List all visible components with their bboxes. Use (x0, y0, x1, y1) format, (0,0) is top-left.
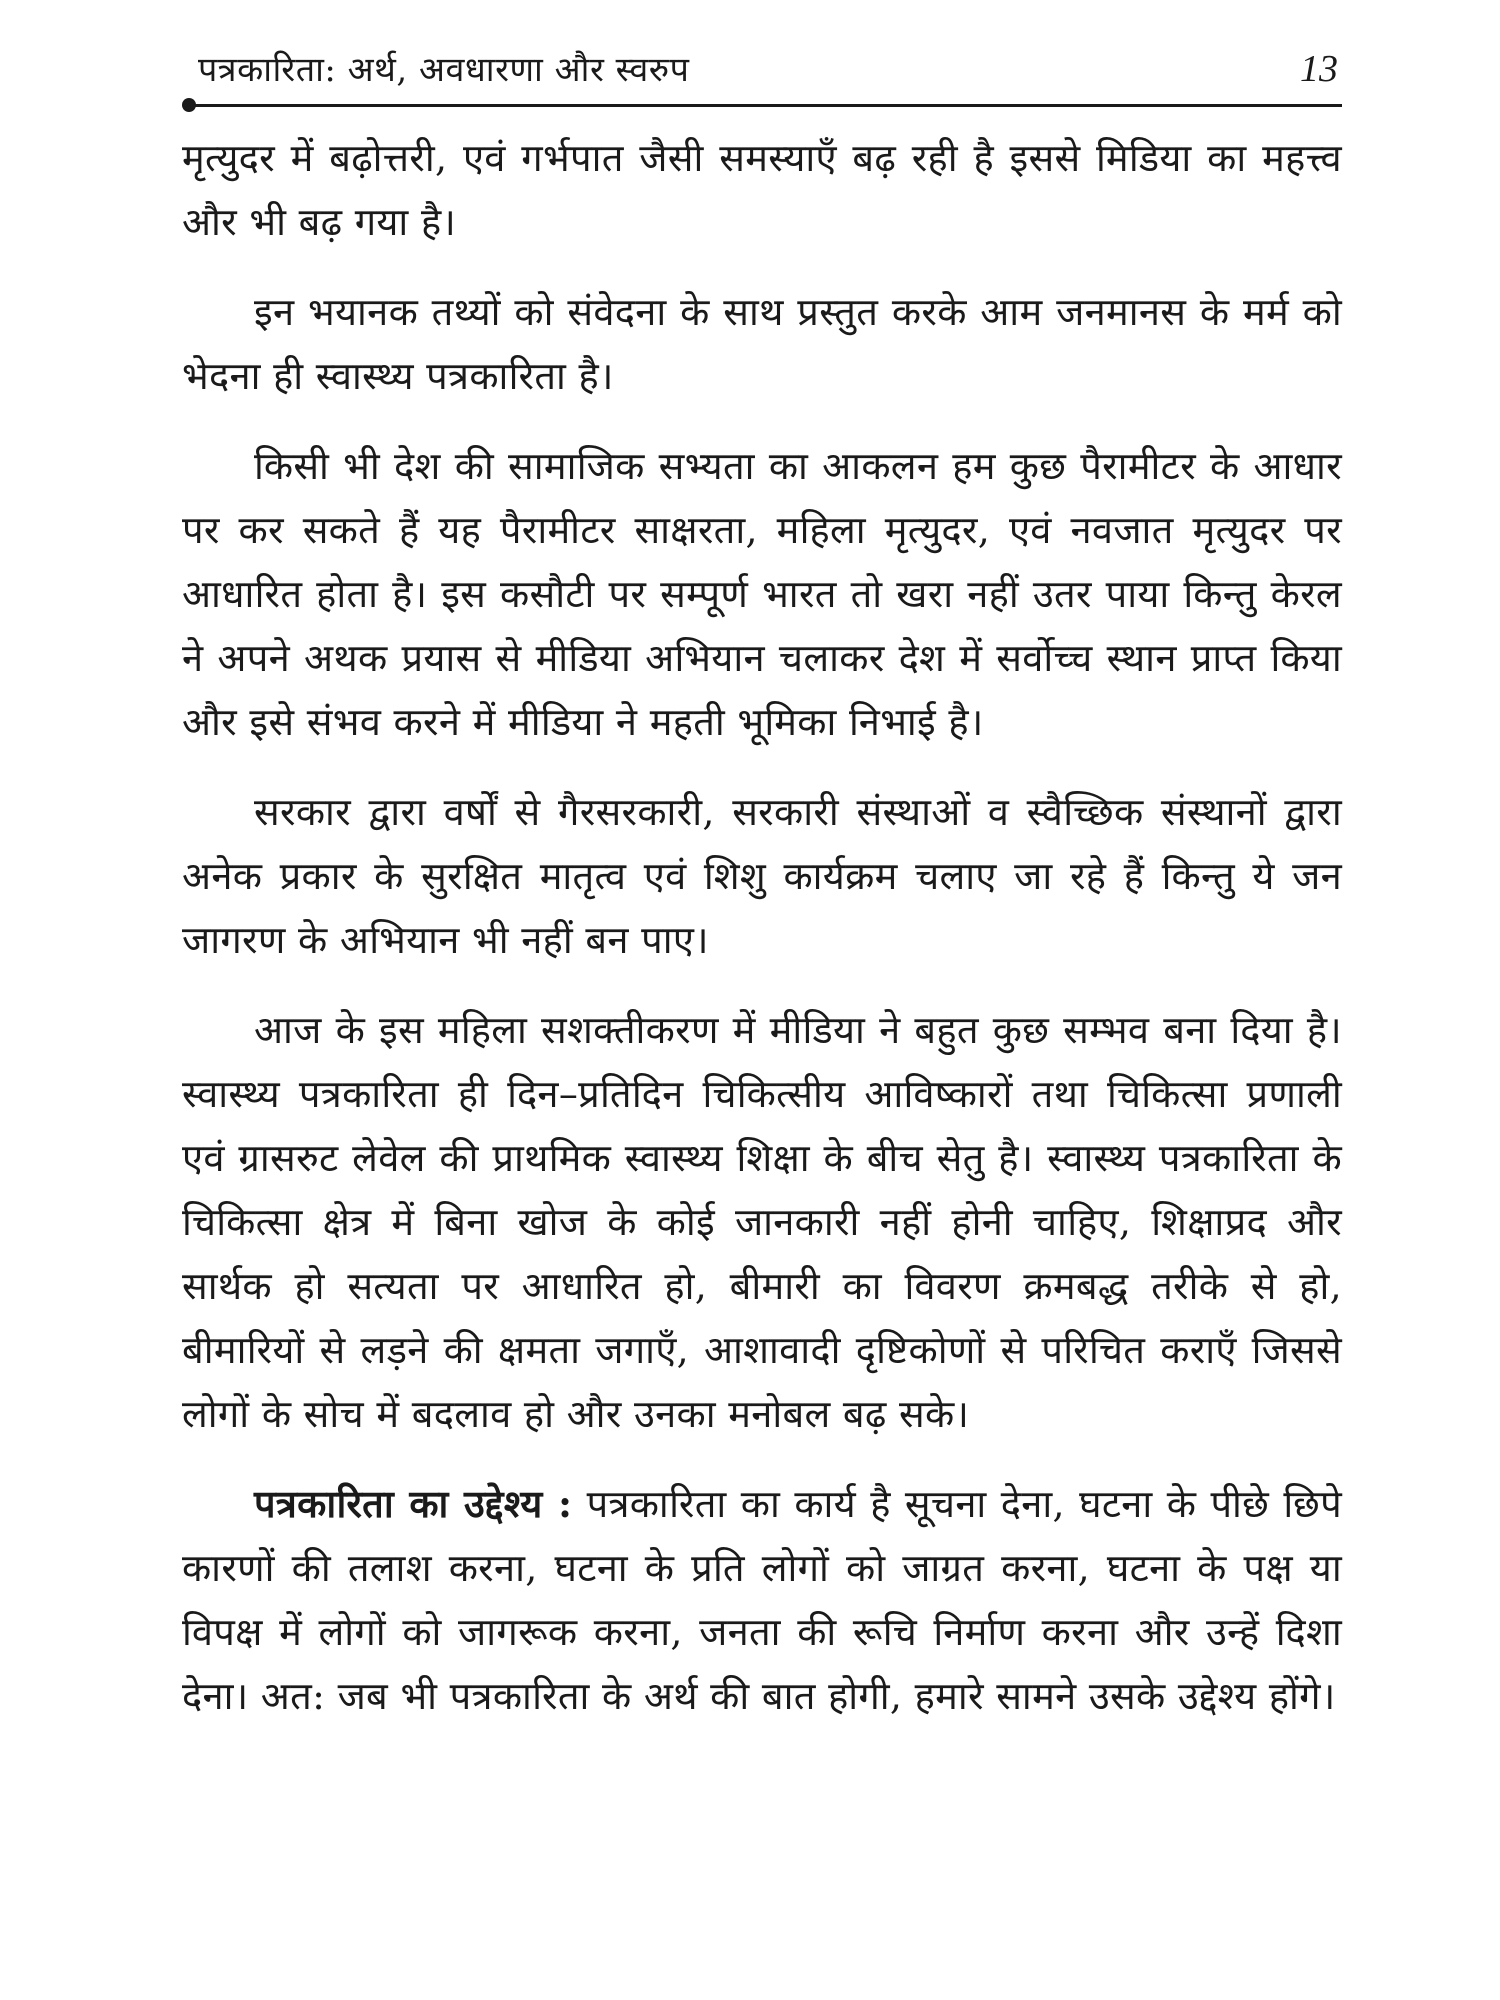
section-heading: पत्रकारिता का उद्देश्य : (254, 1481, 573, 1526)
page-body (182, 126, 1342, 1728)
running-title: पत्रकारिता: अर्थ, अवधारणा और स्वरुप (198, 50, 690, 90)
paragraph: सरकार द्वारा वर्षों से गैरसरकारी, सरकारी संस्थाओं व स्वैच्छिक संस्थानों द्वारा अनेक प्रकार के सुरक्षित मातृत्व एवं शिशु कार्यक्रम चलाए जा रहे हैं किन्तु ये जन जागरण के अभियान भी नहीं बन पाए। (182, 790, 1342, 962)
page-header (182, 40, 1342, 106)
header-rule (190, 104, 1342, 107)
paragraph: किसी भी देश की सामाजिक सभ्यता का आकलन हम कुछ पैरामीटर के आधार पर कर सकते हैं यह पैरामीटर साक्षरता, महिला मृत्युदर, एवं नवजात मृत्युदर पर आधारित होता है। इस कसौटी पर सम्पूर्ण भारत तो खरा नहीं उतर पाया किन्तु केरल ने अपने अथक प्रयास से मीडिया अभियान चलाकर देश में सर्वोच्च स्थान प्राप्त किया और इसे संभव करने में मीडिया ने महती भूमिका निभाई है। (182, 444, 1342, 744)
section-paragraph (182, 1472, 1342, 1728)
section-body: पत्रकारिता का कार्य है सूचना देना, घटना के पीछे छिपे कारणों की तलाश करना, घटना के प्रति लोगों को जाग्रत करना, घटना के पक्ष या विपक्ष में लोगों को जागरूक करना, जनता की रूचि निर्माण करना और उन्हें दिशा देना। अत: जब भी पत्रकारिता के अर्थ की बात होगी, हमारे सामने उसके उद्देश्य होंगे। (182, 1482, 1342, 1718)
page-number: 13 (1300, 48, 1338, 90)
paragraph: आज के इस महिला सशक्तीकरण में मीडिया ने बहुत कुछ सम्भव बना दिया है। स्वास्थ्य पत्रकारिता ही दिन–प्रतिदिन चिकित्सीय आविष्कारों तथा चिकित्सा प्रणाली एवं ग्रासरुट लेवेल की प्राथमिक स्वास्थ्य शिक्षा के बीच सेतु है। स्वास्थ्य पत्रकारिता के चिकित्सा क्षेत्र में बिना खोज के कोई जानकारी नहीं होनी चाहिए, शिक्षाप्रद और सार्थक हो सत्यता पर आधारित हो, बीमारी का विवरण क्रमबद्ध तरीके से हो, बीमारियों से लड़ने की क्षमता जगाएँ, आशावादी दृष्टिकोणों से परिचित कराएँ जिससे लोगों के सोच में बदलाव हो और उनका मनोबल बढ़ सके। (182, 1008, 1342, 1436)
paragraph: इन भयानक तथ्यों को संवेदना के साथ प्रस्तुत करके आम जनमानस के मर्म को भेदना ही स्वास्थ्य पत्रकारिता है। (182, 290, 1342, 398)
paragraph-continued: मृत्युदर में बढ़ोत्तरी, एवं गर्भपात जैसी समस्याएँ बढ़ रही है इससे मिडिया का महत्त्व और भी बढ़ गया है। (182, 136, 1342, 244)
